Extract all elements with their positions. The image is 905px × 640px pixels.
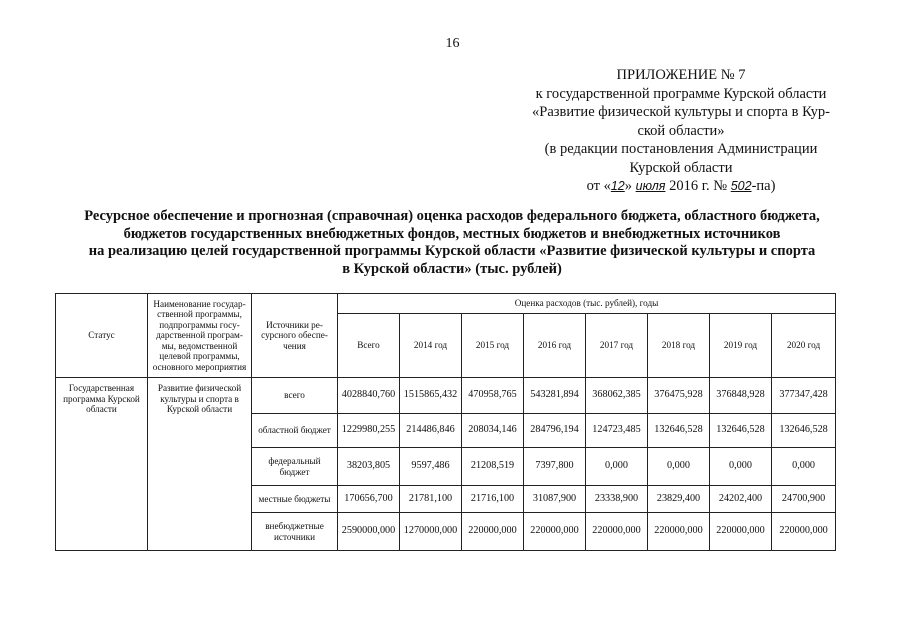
value-cell: 368062,385	[586, 378, 648, 414]
value-cell: 0,000	[648, 448, 710, 486]
date-month: июля	[635, 179, 666, 193]
page-number: 16	[445, 36, 460, 51]
value-cell: 132646,528	[710, 414, 772, 448]
source-cell: федеральный бюджет	[252, 448, 338, 486]
value-cell: 376848,928	[710, 378, 772, 414]
appendix-line: к государственной программе Курской области	[535, 85, 827, 102]
program-cell: Развитие физической культуры и спорта в Курской области	[148, 378, 252, 551]
appendix-line: Курской области	[629, 159, 733, 176]
appendix-title: ПРИЛОЖЕНИЕ № 7	[616, 67, 746, 83]
value-cell: 7397,800	[524, 448, 586, 486]
resource-table	[55, 293, 836, 551]
value-cell: 1515865,432	[400, 378, 462, 414]
value-cell: 1229980,255	[338, 414, 400, 448]
header-year: 2014 год	[400, 314, 462, 378]
value-cell: 1270000,000	[400, 513, 462, 551]
table-row	[56, 378, 836, 414]
value-cell: 21716,100	[462, 486, 524, 513]
value-cell: 31087,900	[524, 486, 586, 513]
date-day: 12	[610, 179, 625, 193]
value-cell: 21781,100	[400, 486, 462, 513]
value-cell: 220000,000	[648, 513, 710, 551]
header-year: 2020 год	[772, 314, 836, 378]
value-cell: 9597,486	[400, 448, 462, 486]
date-mid: »	[624, 178, 632, 194]
value-cell: 284796,194	[524, 414, 586, 448]
header-estimate: Оценка расходов (тыс. рублей), годы	[338, 294, 836, 314]
value-cell: 0,000	[586, 448, 648, 486]
appendix-header	[510, 66, 852, 196]
source-cell: внебюджетные источники	[252, 513, 338, 551]
title-line: в Курской области» (тыс. рублей)	[342, 260, 562, 277]
status-cell: Государственная программа Курской области	[56, 378, 148, 551]
value-cell: 132646,528	[648, 414, 710, 448]
value-cell: 377347,428	[772, 378, 836, 414]
value-cell: 220000,000	[710, 513, 772, 551]
source-cell: всего	[252, 378, 338, 414]
appendix-line: ской области»	[637, 122, 725, 139]
value-cell: 543281,894	[524, 378, 586, 414]
value-cell: 376475,928	[648, 378, 710, 414]
header-year: 2015 год	[462, 314, 524, 378]
value-cell: 220000,000	[462, 513, 524, 551]
value-cell: 124723,485	[586, 414, 648, 448]
document-title	[42, 208, 862, 278]
title-line: бюджетов государственных внебюджетных фондов, местных бюджетов и внебюджетных источников	[123, 225, 781, 242]
value-cell: 23829,400	[648, 486, 710, 513]
value-cell: 220000,000	[524, 513, 586, 551]
decree-number: 502	[730, 179, 752, 193]
decree-suffix: -па)	[751, 178, 776, 194]
header-year: 2019 год	[710, 314, 772, 378]
value-cell: 24202,400	[710, 486, 772, 513]
value-cell: 0,000	[772, 448, 836, 486]
title-line: на реализацию целей государственной программы Курской области «Развитие физической культуры и спорта	[88, 243, 816, 259]
value-cell: 2590000,000	[338, 513, 400, 551]
source-cell: областной бюджет	[252, 414, 338, 448]
appendix-line: (в редакции постановления Администрации	[544, 141, 818, 157]
title-line: Ресурсное обеспечение и прогнозная (справочная) оценка расходов федерального бюджета, областного бюджета,	[84, 208, 820, 224]
value-cell: 0,000	[710, 448, 772, 486]
value-cell: 38203,805	[338, 448, 400, 486]
value-cell: 24700,900	[772, 486, 836, 513]
value-cell: 132646,528	[772, 414, 836, 448]
header-sources: Источники ре-сурсного обеспе-чения	[252, 294, 338, 378]
date-year: 2016 г. №	[669, 178, 728, 194]
header-year: 2016 год	[524, 314, 586, 378]
header-name: Наименование государ-ственной программы, подпрограммы госу-дарственной програм-мы, ведомственной целевой программы, основного мероприятия	[148, 294, 252, 378]
source-cell: местные бюджеты	[252, 486, 338, 513]
date-prefix: от «	[586, 178, 611, 194]
value-cell: 23338,900	[586, 486, 648, 513]
header-year: 2018 год	[648, 314, 710, 378]
value-cell: 4028840,760	[338, 378, 400, 414]
value-cell: 170656,700	[338, 486, 400, 513]
value-cell: 220000,000	[586, 513, 648, 551]
value-cell: 214486,846	[400, 414, 462, 448]
value-cell: 220000,000	[772, 513, 836, 551]
value-cell: 21208,519	[462, 448, 524, 486]
header-total: Всего	[338, 314, 400, 378]
header-status: Статус	[56, 294, 148, 378]
appendix-date	[510, 177, 852, 196]
value-cell: 208034,146	[462, 414, 524, 448]
appendix-line: «Развитие физической культуры и спорта в Кур-	[532, 104, 830, 120]
header-year: 2017 год	[586, 314, 648, 378]
value-cell: 470958,765	[462, 378, 524, 414]
